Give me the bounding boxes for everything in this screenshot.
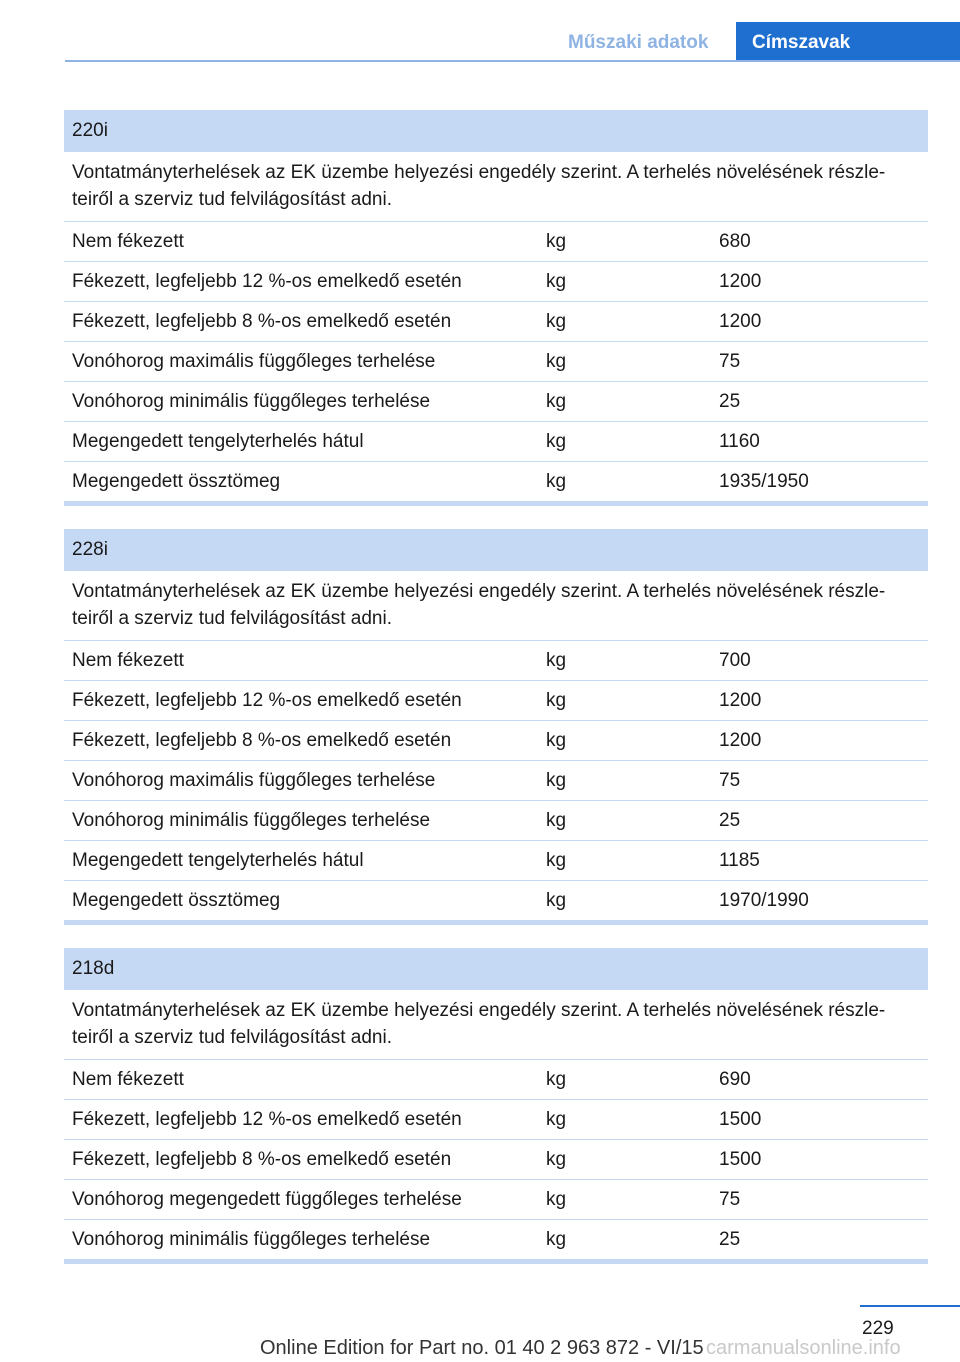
table-row	[64, 262, 928, 302]
row-unit: kg	[546, 351, 567, 372]
header-divider	[65, 60, 960, 62]
row-label: Vonóhorog minimális függőleges terhelése	[72, 391, 431, 412]
table-title: 228i	[64, 529, 928, 571]
table-row	[64, 222, 928, 262]
row-value: 680	[719, 231, 751, 252]
row-label: Fékezett, legfeljebb 12 %-os emelkedő esetén	[72, 1109, 462, 1130]
spec-table-218d	[64, 948, 928, 1264]
page-number: 229	[862, 1318, 894, 1339]
row-unit: kg	[546, 311, 567, 332]
table-row	[64, 841, 928, 881]
row-label: Vonóhorog megengedett függőleges terhelése	[72, 1189, 462, 1210]
row-value: 25	[719, 1229, 741, 1250]
row-label: Nem fékezett	[72, 650, 184, 671]
row-label: Vonóhorog maximális függőleges terhelése	[72, 770, 436, 791]
table-row	[64, 1140, 928, 1180]
table-row	[64, 681, 928, 721]
row-value: 1970/1990	[719, 890, 809, 911]
row-unit: kg	[546, 690, 567, 711]
row-value: 1200	[719, 690, 762, 711]
page-header	[65, 0, 960, 62]
row-unit: kg	[546, 890, 567, 911]
row-label: Fékezett, legfeljebb 12 %-os emelkedő esetén	[72, 271, 462, 292]
row-unit: kg	[546, 1229, 567, 1250]
spec-table-228i	[64, 529, 928, 925]
row-unit: kg	[546, 271, 567, 292]
row-label: Megengedett össztömeg	[72, 471, 281, 492]
row-label: Vonóhorog minimális függőleges terhelése	[72, 1229, 431, 1250]
row-label: Nem fékezett	[72, 231, 184, 252]
row-label: Vonóhorog minimális függőleges terhelése	[72, 810, 431, 831]
row-unit: kg	[546, 810, 567, 831]
table-row	[64, 342, 928, 382]
table-description: Vontatmányterhelések az EK üzembe helyezési engedély szerint. A terhelés növelésének részle‐teiről a szerviz tud felvilágosítást adni.	[64, 990, 928, 1060]
row-value: 75	[719, 770, 741, 791]
row-value: 700	[719, 650, 751, 671]
table-row	[64, 1220, 928, 1259]
row-value: 1200	[719, 271, 762, 292]
table-row	[64, 382, 928, 422]
table-row	[64, 721, 928, 761]
row-unit: kg	[546, 231, 567, 252]
row-label: Megengedett tengelyterhelés hátul	[72, 431, 364, 452]
row-value: 1185	[719, 850, 760, 871]
row-unit: kg	[546, 730, 567, 751]
row-label: Fékezett, legfeljebb 8 %-os emelkedő esetén	[72, 311, 452, 332]
row-unit: kg	[546, 1069, 567, 1090]
row-unit: kg	[546, 1149, 567, 1170]
table-title: 218d	[64, 948, 928, 990]
row-value: 1200	[719, 311, 762, 332]
row-unit: kg	[546, 391, 567, 412]
table-title: 220i	[64, 110, 928, 152]
section-label[interactable]: Műszaki adatok	[568, 32, 709, 53]
row-value: 1200	[719, 730, 762, 751]
table-row	[64, 641, 928, 681]
row-value: 25	[719, 391, 741, 412]
row-unit: kg	[546, 471, 567, 492]
watermark: carmanualsonline.info	[706, 1337, 901, 1359]
row-value: 1500	[719, 1149, 762, 1170]
row-unit: kg	[546, 431, 567, 452]
table-row	[64, 1060, 928, 1100]
table-row	[64, 422, 928, 462]
table-row	[64, 761, 928, 801]
index-tab[interactable]: Címszavak	[736, 22, 960, 62]
table-row	[64, 801, 928, 841]
row-label: Vonóhorog maximális függőleges terhelése	[72, 351, 436, 372]
row-label: Nem fékezett	[72, 1069, 184, 1090]
row-label: Megengedett össztömeg	[72, 890, 281, 911]
table-description: Vontatmányterhelések az EK üzembe helyezési engedély szerint. A terhelés növelésének részle‐teiről a szerviz tud felvilágosítást adni.	[64, 571, 928, 641]
table-row	[64, 1100, 928, 1140]
row-unit: kg	[546, 1189, 567, 1210]
row-label: Megengedett tengelyterhelés hátul	[72, 850, 364, 871]
row-value: 1160	[719, 431, 760, 452]
row-unit: kg	[546, 770, 567, 791]
table-description: Vontatmányterhelések az EK üzembe helyezési engedély szerint. A terhelés növelésének részle‐teiről a szerviz tud felvilágosítást adni.	[64, 152, 928, 222]
row-value: 1500	[719, 1109, 762, 1130]
row-label: Fékezett, legfeljebb 12 %-os emelkedő esetén	[72, 690, 462, 711]
table-row	[64, 462, 928, 501]
row-unit: kg	[546, 650, 567, 671]
row-value: 690	[719, 1069, 751, 1090]
table-row	[64, 302, 928, 342]
spec-table-220i	[64, 110, 928, 506]
row-label: Fékezett, legfeljebb 8 %-os emelkedő esetén	[72, 1149, 452, 1170]
table-row	[64, 1180, 928, 1220]
row-unit: kg	[546, 850, 567, 871]
row-value: 75	[719, 1189, 741, 1210]
row-value: 75	[719, 351, 741, 372]
row-value: 1935/1950	[719, 471, 809, 492]
row-value: 25	[719, 810, 741, 831]
row-label: Fékezett, legfeljebb 8 %-os emelkedő esetén	[72, 730, 452, 751]
table-row	[64, 881, 928, 920]
row-unit: kg	[546, 1109, 567, 1130]
page-number-rule	[860, 1305, 960, 1307]
edition-footer: Online Edition for Part no. 01 40 2 963 872 - VI/15	[260, 1337, 704, 1359]
